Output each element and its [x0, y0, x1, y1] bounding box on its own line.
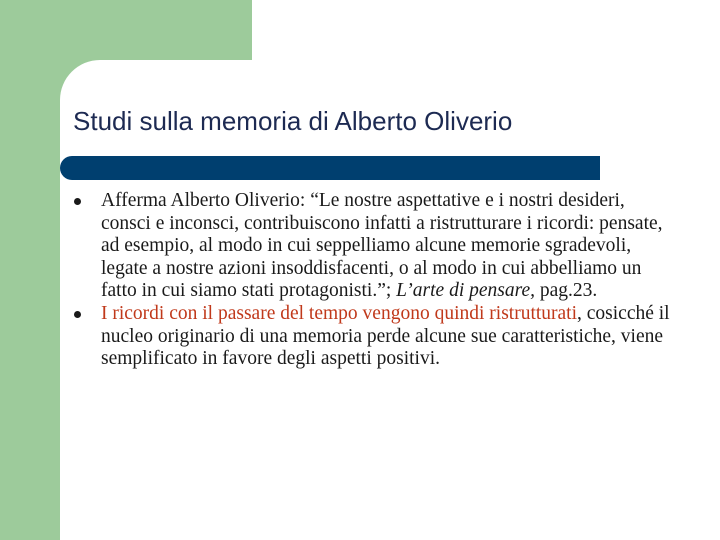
title-underline-bar	[60, 156, 600, 180]
bullet-dot-icon	[74, 198, 81, 205]
bullet-item	[72, 190, 672, 303]
bullet-text: Afferma Alberto Oliverio: “Le nostre aspettative e i nostri desideri, consci e inconsci, contribuiscono infatti a ristrutturare i ricordi: pensate, ad esempio, al modo in cui seppelliamo alcune memorie sgradevoli, legate a nostre azioni insoddisfacenti, o al modo in cui abbelliamo un fatto in cui siamo stati protagonisti.”;	[101, 190, 663, 302]
book-title: L’arte di pensare,	[396, 280, 536, 302]
bullet-item	[72, 303, 672, 371]
page-reference: pag.23.	[535, 280, 598, 302]
bullet-dot-icon	[74, 311, 81, 318]
highlighted-text: I ricordi con il passare del tempo vengono quindi ristrutturati	[101, 302, 578, 324]
slide-title: Studi sulla memoria di Alberto Oliverio	[73, 106, 513, 136]
bullet-list	[72, 190, 672, 371]
bullet-text: , cosicché il nucleo originario di una memoria perde alcune sue caratteristiche, viene semplificato in favore degli aspetti positivi.	[101, 302, 670, 370]
